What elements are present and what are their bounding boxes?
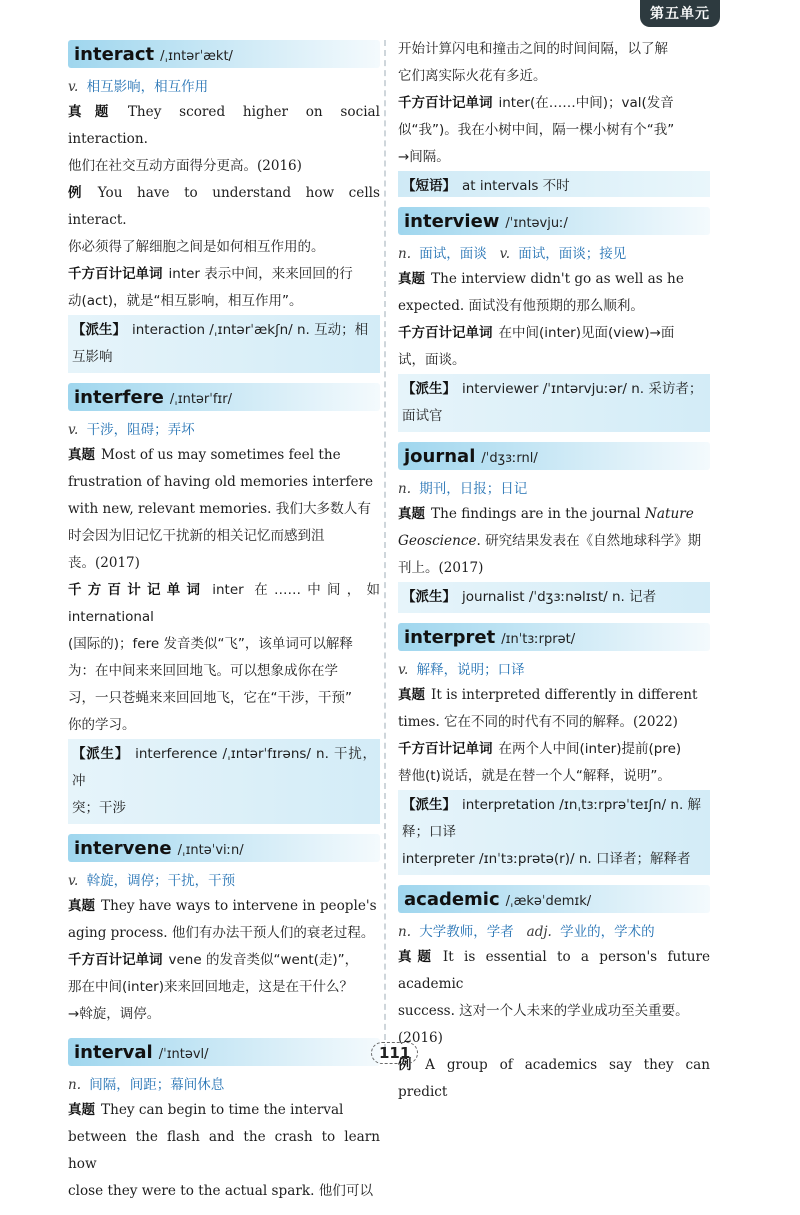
derived-text: interviewer /ˈɪntərvjuːər/ n. 采访者； bbox=[462, 381, 703, 397]
phonetic: /ˌɪntəˈviːn/ bbox=[177, 843, 244, 858]
mnemonic-text: 试，面谈。 bbox=[398, 352, 466, 368]
sentence-en: The findings are in the journal bbox=[431, 506, 645, 522]
zhenti-label: 真题 bbox=[68, 898, 95, 914]
sentence-en: A group of academics say they can predict bbox=[398, 1057, 711, 1100]
sentence-cn: 你必须得了解细胞之间是如何相互作用的。 bbox=[68, 239, 325, 255]
part-of-speech: v. bbox=[398, 662, 409, 678]
phonetic: /ˌɪntərˈfɪr/ bbox=[169, 392, 232, 407]
headword-bar bbox=[68, 1038, 380, 1066]
meaning: 学业的，学术的 bbox=[560, 924, 655, 940]
meaning: 斡旋，调停；干扰，干预 bbox=[86, 873, 236, 889]
headword: academic bbox=[404, 889, 500, 910]
definition bbox=[398, 477, 710, 497]
sentence-en: with new, relevant memories. 我们大多数人有 bbox=[68, 501, 371, 517]
phonetic: /ˈɪntəvjuː/ bbox=[505, 216, 568, 231]
headword: interfere bbox=[74, 387, 164, 408]
sentence-en: It is essential to a person's future academic bbox=[398, 949, 710, 992]
phrase-label: 【短语】 bbox=[402, 178, 456, 194]
mnemonic-label: 千方百计记单词 bbox=[398, 741, 493, 757]
entry-interpret bbox=[398, 623, 710, 875]
page-number: 111 bbox=[371, 1042, 418, 1064]
mnemonic-label: 千方百计记单词 bbox=[68, 266, 163, 282]
column-divider bbox=[384, 40, 386, 1050]
derived-text: journalist /ˈdʒɜːnəlɪst/ n. 记者 bbox=[462, 589, 657, 605]
derived-text: interpreter /ɪnˈtɜːprətə(r)/ n. 口译者；解释者 bbox=[402, 851, 691, 867]
phonetic: /ˌækəˈdemɪk/ bbox=[505, 894, 592, 909]
sentence-en: They have ways to intervene in people's bbox=[101, 898, 377, 914]
mnemonic-text: →斡旋，调停。 bbox=[68, 1006, 161, 1022]
phonetic: /ˈdʒɜːrnl/ bbox=[481, 451, 538, 466]
sentence-cn: success. 这对一个人未来的学业成功至关重要。 bbox=[398, 1003, 689, 1019]
definition bbox=[68, 869, 380, 889]
mnemonic bbox=[398, 736, 710, 790]
definition bbox=[68, 75, 380, 95]
exam-sentence bbox=[398, 682, 710, 736]
example-label: 例 bbox=[398, 1057, 420, 1073]
sentence-cn: 时会因为旧记忆干扰新的相关记忆而感到沮 bbox=[68, 528, 325, 544]
mnemonic-text: vene 的发音类似“went(走)”， bbox=[168, 952, 359, 968]
headword: interview bbox=[404, 211, 500, 232]
exam-sentence bbox=[68, 99, 380, 180]
zhenti-label: 真题 bbox=[68, 104, 122, 120]
entry-interact bbox=[68, 40, 380, 373]
unit-tab: 第五单元 bbox=[640, 0, 720, 27]
phrase-text: at intervals 不时 bbox=[462, 178, 570, 194]
sentence-cn: (2016) bbox=[398, 1030, 443, 1046]
entry-journal bbox=[398, 442, 710, 613]
entry-interval-continued bbox=[398, 36, 710, 197]
part-of-speech: v. bbox=[68, 79, 79, 95]
mnemonic-text: 动(act)，就是“相互影响，相互作用”。 bbox=[68, 293, 303, 309]
part-of-speech: n. bbox=[398, 924, 411, 940]
derived-label: 【派生】 bbox=[402, 381, 456, 397]
meaning: 间隔，间距；幕间休息 bbox=[89, 1077, 225, 1093]
meaning: 面试，面谈 bbox=[419, 246, 487, 262]
derived-text: interpretation /ɪnˌtɜːrprəˈteɪʃn/ n. 解 bbox=[462, 797, 702, 813]
mnemonic bbox=[68, 947, 380, 1028]
sentence-cn: times. 它在不同的时代有不同的解释。(2022) bbox=[398, 714, 678, 730]
phonetic: /ˌɪntərˈækt/ bbox=[160, 49, 233, 64]
part-of-speech: n. bbox=[68, 1077, 81, 1093]
derived-text: 互影响 bbox=[72, 349, 113, 365]
journal-title: Geoscience bbox=[398, 533, 477, 549]
mnemonic-text: 在中间(inter)见面(view)→面 bbox=[498, 325, 675, 341]
definition bbox=[398, 242, 710, 262]
part-of-speech: n. bbox=[398, 246, 411, 262]
exam-sentence bbox=[398, 266, 710, 320]
mnemonic-label: 千方百计记单词 bbox=[68, 582, 207, 598]
mnemonic bbox=[68, 577, 380, 739]
sentence-cn: 丧。(2017) bbox=[68, 555, 140, 571]
derived-label: 【派生】 bbox=[72, 746, 130, 762]
headword: journal bbox=[404, 446, 476, 467]
derived-words bbox=[398, 374, 710, 432]
sentence-en: close they were to the actual spark. 他们可以 bbox=[68, 1183, 374, 1199]
headword-bar bbox=[398, 442, 710, 470]
part-of-speech: v. bbox=[68, 873, 79, 889]
phonetic: /ˈɪntəvl/ bbox=[158, 1047, 209, 1062]
meaning: 解释，说明；口译 bbox=[416, 662, 525, 678]
headword-bar bbox=[398, 885, 710, 913]
example-sentence bbox=[68, 180, 380, 261]
sentence-en: between the flash and the crash to learn how bbox=[68, 1129, 380, 1172]
mnemonic-text: inter(在……中间)；val(发音 bbox=[498, 95, 674, 111]
meaning: 期刊，日报；日记 bbox=[419, 481, 528, 497]
sentence-en: frustration of having old memories interfere bbox=[68, 474, 374, 490]
mnemonic-text: 习，一只苍蝇来来回回地飞，它在“干涉，干预” bbox=[68, 690, 352, 706]
exam-sentence bbox=[68, 1097, 380, 1205]
headword-bar bbox=[68, 834, 380, 862]
part-of-speech: v. bbox=[68, 422, 79, 438]
definition bbox=[398, 920, 710, 940]
derived-label: 【派生】 bbox=[402, 797, 456, 813]
example-label: 例 bbox=[68, 185, 92, 201]
entry-interfere bbox=[68, 383, 380, 824]
journal-title: Nature bbox=[644, 506, 694, 522]
definition bbox=[68, 418, 380, 438]
left-column bbox=[68, 40, 380, 1215]
derived-words bbox=[68, 315, 380, 373]
headword-bar bbox=[398, 623, 710, 651]
derived-text: 突；干涉 bbox=[72, 800, 126, 816]
headword-bar bbox=[398, 207, 710, 235]
sentence-cn: 他们在社交互动方面得分更高。(2016) bbox=[68, 158, 302, 174]
sentence-cn bbox=[398, 36, 710, 90]
exam-sentence bbox=[398, 501, 710, 582]
meaning: 相互影响，相互作用 bbox=[86, 79, 209, 95]
phonetic: /ɪnˈtɜːrprət/ bbox=[501, 632, 576, 647]
derived-label: 【派生】 bbox=[402, 589, 456, 605]
mnemonic-text: 那在中间(inter)来来回回地走，这是在干什么？ bbox=[68, 979, 353, 995]
meaning: 面试，面谈；接见 bbox=[518, 246, 627, 262]
sentence-cn: aging process. 他们有办法干预人们的衰老过程。 bbox=[68, 925, 375, 941]
example-sentence bbox=[398, 1052, 710, 1106]
headword-bar bbox=[68, 383, 380, 411]
derived-words bbox=[68, 739, 380, 824]
headword: interact bbox=[74, 44, 155, 65]
exam-sentence bbox=[398, 944, 710, 1052]
sentence-en: They scored higher on social interaction. bbox=[68, 104, 380, 147]
derived-text: interference /ˌɪntərˈfɪrəns/ n. 干扰，冲 bbox=[72, 746, 376, 789]
entry-interval bbox=[68, 1038, 380, 1205]
sentence-en: They can begin to time the interval bbox=[101, 1102, 344, 1118]
right-column bbox=[398, 40, 710, 1116]
sentence-cn: 刊上。(2017) bbox=[398, 560, 484, 576]
sentence-cn: 开始计算闪电和撞击之间的时间间隔，以了解 bbox=[398, 41, 668, 57]
zhenti-label: 真题 bbox=[398, 949, 437, 965]
mnemonic-text: inter 表示中间，来来回回的行 bbox=[168, 266, 353, 282]
mnemonic-text: 替他(t)说话，就是在替一个人“解释，说明”。 bbox=[398, 768, 671, 784]
zhenti-label: 真题 bbox=[68, 447, 95, 463]
zhenti-label: 真题 bbox=[398, 271, 425, 287]
mnemonic-label: 千方百计记单词 bbox=[398, 325, 493, 341]
definition bbox=[68, 1073, 380, 1093]
phrase-box bbox=[398, 171, 710, 197]
headword: interval bbox=[74, 1042, 153, 1063]
headword: intervene bbox=[74, 838, 172, 859]
part-of-speech: n. bbox=[398, 481, 411, 497]
sentence-en: It is interpreted differently in different bbox=[431, 687, 698, 703]
exam-sentence bbox=[68, 442, 380, 577]
entry-academic bbox=[398, 885, 710, 1106]
zhenti-label: 真题 bbox=[398, 506, 425, 522]
mnemonic-text: 似“我”)。我在小树中间，隔一棵小树有个“我” bbox=[398, 122, 675, 138]
mnemonic-label: 千方百计记单词 bbox=[68, 952, 163, 968]
entry-intervene bbox=[68, 834, 380, 1028]
exam-sentence bbox=[68, 893, 380, 947]
zhenti-label: 真题 bbox=[398, 687, 425, 703]
headword: interpret bbox=[404, 627, 496, 648]
part-of-speech: v. bbox=[499, 246, 510, 262]
sentence-en: You have to understand how cells interact. bbox=[68, 185, 380, 228]
derived-words bbox=[398, 582, 710, 613]
meaning: 大学教师，学者 bbox=[419, 924, 514, 940]
mnemonic-text: 在两个人中间(inter)提前(pre) bbox=[498, 741, 682, 757]
mnemonic-text: (国际的)；fere 发音类似“飞”，该单词可以解释 bbox=[68, 636, 353, 652]
derived-text: interaction /ˌɪntərˈækʃn/ n. 互动；相 bbox=[132, 322, 369, 338]
zhenti-label: 真题 bbox=[68, 1102, 95, 1118]
sentence-en: Most of us may sometimes feel the bbox=[101, 447, 341, 463]
entry-interview bbox=[398, 207, 710, 432]
derived-words bbox=[398, 790, 710, 875]
derived-text: 面试官 bbox=[402, 408, 443, 424]
mnemonic bbox=[398, 320, 710, 374]
derived-text: 释；口译 bbox=[402, 824, 456, 840]
sentence-cn: expected. 面试没有他预期的那么顺利。 bbox=[398, 298, 644, 314]
mnemonic-text: 为：在中间来来回回地飞。可以想象成你在学 bbox=[68, 663, 338, 679]
part-of-speech: adj. bbox=[526, 924, 552, 940]
sentence-en: The interview didn't go as well as he bbox=[431, 271, 684, 287]
meaning: 干涉，阻碍；弄坏 bbox=[86, 422, 195, 438]
mnemonic-label: 千方百计记单词 bbox=[398, 95, 493, 111]
headword-bar bbox=[68, 40, 380, 68]
mnemonic-text: →间隔。 bbox=[398, 149, 450, 165]
sentence-cn: 它们离实际火花有多近。 bbox=[398, 68, 547, 84]
derived-label: 【派生】 bbox=[72, 322, 126, 338]
mnemonic bbox=[68, 261, 380, 315]
mnemonic-text: 你的学习。 bbox=[68, 717, 136, 733]
sentence-cn: . 研究结果发表在《自然地球科学》期 bbox=[476, 533, 702, 549]
definition bbox=[398, 658, 710, 678]
mnemonic bbox=[398, 90, 710, 171]
mnemonic-text: inter 在……中间，如 international bbox=[68, 582, 380, 625]
